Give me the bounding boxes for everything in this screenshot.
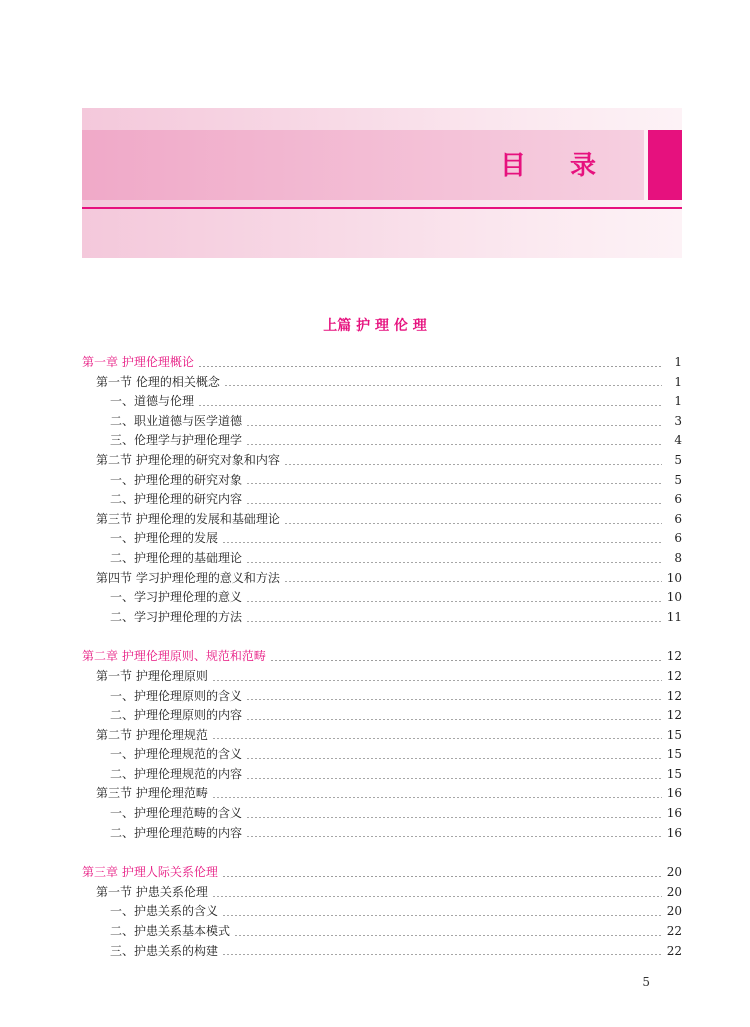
- toc-page-number: 12: [666, 668, 682, 683]
- toc-item-label: 一、护理伦理原则的含义: [110, 688, 243, 703]
- dot-leader: [246, 483, 662, 484]
- toc-page-number: 6: [674, 511, 682, 526]
- toc-item-label: 二、护理伦理原则的内容: [110, 708, 243, 723]
- dot-leader: [284, 523, 662, 524]
- dot-leader: [212, 797, 662, 798]
- header-accent-block: [648, 130, 682, 200]
- dot-leader: [246, 758, 662, 759]
- dot-leader: [222, 915, 662, 916]
- toc-item-row[interactable]: [82, 412, 682, 432]
- toc-section-row[interactable]: [82, 451, 682, 471]
- dot-leader: [246, 503, 662, 504]
- toc-page-number: 16: [666, 806, 682, 821]
- toc-page-number: 16: [666, 786, 682, 801]
- toc-section-label: 第一节 护理伦理原则: [96, 668, 208, 683]
- toc-page-number: 6: [674, 531, 682, 546]
- toc-section-row[interactable]: [82, 569, 682, 589]
- toc-page-number: 1: [674, 355, 682, 369]
- dot-leader: [246, 719, 662, 720]
- toc-page-number: 5: [674, 472, 682, 487]
- toc-item-row[interactable]: [82, 431, 682, 451]
- toc-page-number: 5: [674, 452, 682, 467]
- dot-leader: [246, 425, 662, 426]
- toc-item-label: 二、护理伦理规范的内容: [110, 766, 243, 781]
- dot-leader: [246, 562, 662, 563]
- toc-page-number: 15: [666, 747, 682, 762]
- toc-item-row[interactable]: [82, 392, 682, 412]
- toc-item-label: 一、道德与伦理: [110, 394, 195, 409]
- toc-page-number: 10: [666, 570, 682, 585]
- toc-item-row[interactable]: [82, 490, 682, 510]
- toc-item-row[interactable]: [82, 471, 682, 491]
- toc-page-number: 22: [666, 924, 682, 939]
- dot-leader: [284, 464, 662, 465]
- toc-chapter-row[interactable]: [82, 863, 682, 883]
- toc-section-row[interactable]: [82, 373, 682, 393]
- toc-section-row[interactable]: [82, 784, 682, 804]
- toc-item-row[interactable]: [82, 922, 682, 942]
- dot-leader: [222, 954, 662, 955]
- dot-leader: [246, 817, 662, 818]
- toc-page-number: 12: [666, 649, 682, 664]
- toc-item-label: 一、护理伦理的发展: [110, 531, 219, 546]
- toc-item-label: 三、护患关系的构建: [110, 943, 219, 958]
- toc-page-number: 8: [674, 550, 682, 565]
- toc-item-label: 二、护理伦理范畴的内容: [110, 825, 243, 840]
- dot-leader: [284, 581, 662, 582]
- dot-leader: [246, 621, 662, 622]
- toc-item-label: 一、护理伦理规范的含义: [110, 747, 243, 762]
- toc-page-number: 4: [674, 433, 682, 448]
- toc-page-number: 20: [666, 884, 682, 899]
- toc-item-label: 一、学习护理伦理的意义: [110, 590, 243, 605]
- toc-item-row[interactable]: [82, 608, 682, 628]
- toc-page-number: 10: [666, 590, 682, 605]
- toc-item-label: 三、伦理学与护理伦理学: [110, 433, 243, 448]
- toc-chapter-row[interactable]: [82, 353, 682, 373]
- toc-item-row[interactable]: [82, 687, 682, 707]
- toc-item-label: 一、护理伦理的研究对象: [110, 472, 243, 487]
- toc-page-number: 22: [666, 943, 682, 958]
- dot-leader: [246, 601, 662, 602]
- dot-leader: [212, 896, 662, 897]
- dot-leader: [234, 935, 662, 936]
- toc-section-row[interactable]: [82, 667, 682, 687]
- toc-chapter-label: 第二章 护理伦理原则、规范和范畴: [82, 649, 266, 664]
- toc-page-number: 3: [674, 413, 682, 428]
- toc-section-row[interactable]: [82, 510, 682, 530]
- toc-page-number: 11: [666, 609, 682, 624]
- toc-item-label: 二、护患关系基本模式: [110, 924, 231, 939]
- dot-leader: [270, 660, 662, 661]
- toc-item-label: 二、护理伦理的研究内容: [110, 492, 243, 507]
- page-title: 目录: [500, 151, 641, 181]
- toc-section-label: 第三节 护理伦理范畴: [96, 786, 208, 801]
- toc-page-number: 15: [666, 766, 682, 781]
- toc-page-number: 1: [674, 374, 682, 389]
- page-number: 5: [642, 975, 650, 989]
- dot-leader: [246, 836, 662, 837]
- toc-section-label: 第四节 学习护理伦理的意义和方法: [96, 570, 280, 585]
- toc-item-row[interactable]: [82, 529, 682, 549]
- toc-chapter-row[interactable]: [82, 647, 682, 667]
- dot-leader: [198, 405, 662, 406]
- toc-page-number: 16: [666, 825, 682, 840]
- toc-page-number: 12: [666, 708, 682, 723]
- toc-section-label: 第一节 伦理的相关概念: [96, 374, 220, 389]
- toc-item-label: 二、学习护理伦理的方法: [110, 609, 243, 624]
- toc-item-row[interactable]: [82, 824, 682, 844]
- dot-leader: [212, 680, 662, 681]
- toc-page-number: 20: [666, 865, 682, 880]
- toc-item-row[interactable]: [82, 706, 682, 726]
- toc-section-row[interactable]: [82, 883, 682, 903]
- toc-item-row[interactable]: [82, 765, 682, 785]
- toc-item-row[interactable]: [82, 745, 682, 765]
- dot-leader: [246, 778, 662, 779]
- dot-leader: [198, 366, 662, 367]
- toc-item-row[interactable]: [82, 804, 682, 824]
- toc-page-number: 6: [674, 492, 682, 507]
- toc-item-label: 二、护理伦理的基础理论: [110, 550, 243, 565]
- dot-leader: [224, 385, 662, 386]
- toc-page-number: 20: [666, 904, 682, 919]
- toc-chapter-label: 第三章 护理人际关系伦理: [82, 865, 218, 880]
- header-accent-line: [82, 207, 682, 209]
- toc-item-row[interactable]: [82, 942, 682, 962]
- toc-chapter-label: 第一章 护理伦理概论: [82, 355, 194, 369]
- toc-item-label: 一、护患关系的含义: [110, 904, 219, 919]
- toc-page-number: 12: [666, 688, 682, 703]
- toc-item-row[interactable]: [82, 588, 682, 608]
- toc-item-label: 二、职业道德与医学道德: [110, 413, 243, 428]
- toc-page-number: 15: [666, 727, 682, 742]
- toc-section-label: 第三节 护理伦理的发展和基础理论: [96, 511, 280, 526]
- table-of-contents: [82, 353, 682, 961]
- part-title: 上篇 护 理 伦 理: [323, 318, 427, 334]
- toc-section-label: 第二节 护理伦理的研究对象和内容: [96, 452, 280, 467]
- dot-leader: [222, 542, 662, 543]
- toc-item-label: 一、护理伦理范畴的含义: [110, 806, 243, 821]
- dot-leader: [222, 876, 662, 877]
- toc-item-row[interactable]: [82, 902, 682, 922]
- dot-leader: [212, 738, 662, 739]
- toc-item-row[interactable]: [82, 549, 682, 569]
- dot-leader: [246, 444, 662, 445]
- toc-section-row[interactable]: [82, 726, 682, 746]
- toc-section-label: 第一节 护患关系伦理: [96, 884, 208, 899]
- toc-page-number: 1: [674, 394, 682, 409]
- toc-section-label: 第二节 护理伦理规范: [96, 727, 208, 742]
- dot-leader: [246, 699, 662, 700]
